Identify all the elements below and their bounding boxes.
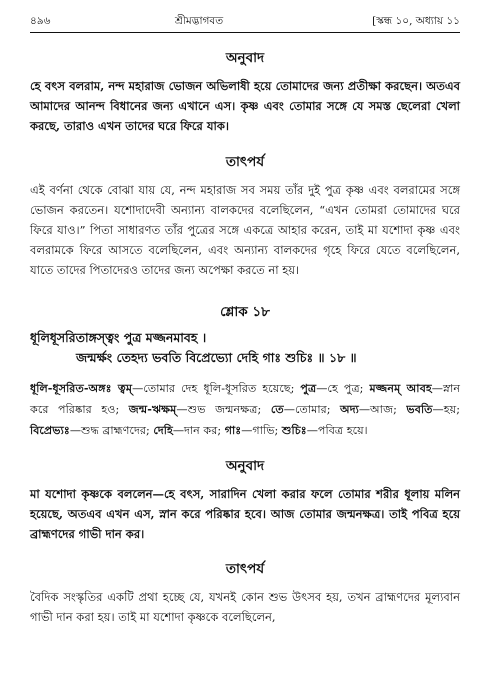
synonym-term: শুচিঃ — [281, 422, 307, 437]
synonym-meaning: —পবিত্র হয়ে। — [306, 423, 368, 437]
translation-heading: অনুবাদ — [225, 50, 265, 66]
synonym-term: ধূলি-ধূসরিত-অঙ্গঃ ত্বম্ — [30, 380, 133, 395]
purport-text: এই বর্ণনা থেকে বোঝা যায় যে, নন্দ মহারাজ সব সময় তাঁর দুই পুত্র কৃষ্ণ এবং বলরামের সঙ্গে ভোজন করতেন। যশোদাদেবী অন্যান্য বালকদের বলেছিলেন, “এখন তোমরা তোমাদের ঘরে ফিরে যাও।” পিতা সাধারণত তাঁর পুত্রের সঙ্গে একত্রে আহার করেন, তাই মা যশোদা কৃষ্ণ এবং বলরামকে ফিরে আসতে বলেছিলেন, এবং অন্যান্য বালকদের গৃহে ফিরে যেতে বলেছিলেন, যাতে তাদের পিতাদেরও তাদের জন্য অপেক্ষা করতে না হয়। — [30, 182, 460, 278]
page — [30, 14, 460, 628]
purport-text-2: বৈদিক সংস্কৃতির একটি প্রথা হচ্ছে যে, যখনই কোন শুভ উৎসব হয়, তখন ব্রাহ্মণদের মূল্যবান গাভী দান করা হয়। তাই মা যশোদা কৃষ্ণকে বলেছিলেন, — [30, 590, 460, 625]
synonym-term: দেহি — [153, 422, 173, 437]
synonym-term: গাঃ — [224, 422, 242, 437]
verse-label: শ্লোক ১৮ — [220, 303, 270, 320]
translation-text: হে বৎস বলরাম, নন্দ মহারাজ ভোজন অভিলাষী হয়ে তোমাদের জন্য প্রতীক্ষা করছেন। অতএব আমাদের আনন্দ বিধানের জন্য এখানে এস। কৃষ্ণ এবং তোমার সঙ্গে যে সমস্ত ছেলেরা খেলা করছে, তারাও এখন তাদের ঘরে ফিরে যাক। — [30, 79, 460, 134]
synonym-meaning: —শুভ জন্মনক্ষত্র; — [176, 402, 271, 416]
synonyms — [30, 378, 460, 441]
purport-heading-2: তাৎপর্য — [225, 561, 265, 578]
synonym-meaning: —স্নান করে পরিষ্কার হও; — [30, 381, 460, 416]
purport-heading: তাৎপর্য — [225, 153, 265, 170]
book-title: শ্রীমদ্ভাগবত — [175, 15, 224, 27]
synonym-meaning: —শুদ্ধ ব্রাহ্মণদের; — [69, 423, 154, 437]
verse-line-2: জন্মর্ক্ষং তেহদ্য ভবতি বিপ্রেভ্যো দেহি গাঃ শুচিঃ ॥ ১৮ ॥ — [76, 349, 357, 365]
page-number: ৪৯৬ — [30, 15, 51, 27]
synonym-meaning: —আজ; — [358, 402, 407, 416]
synonym-meaning: —তোমার দেহ ধূলি-ধূসরিত হয়েছে; — [132, 381, 301, 395]
verse-line-1: ধূলিধূসরিতাঙ্গস্ত্বং পুত্র মজ্জনমাবহ । — [30, 329, 207, 345]
synonym-meaning: —হে পুত্র; — [316, 381, 370, 395]
translation-text-2: মা যশোদা কৃষ্ণকে বললেন—হে বৎস, সারাদিন খেলা করার ফলে তোমার শরীর ধূলায় মলিন হয়েছে, অতএব এখন এস, স্নান করে পরিষ্কার হবে। আজ তোমার জন্মনক্ষত্র। তাই পবিত্র হয়ে ব্রাহ্মণদের গাভী দান কর। — [30, 486, 460, 542]
running-head — [30, 14, 460, 33]
synonym-term: ভবতি — [406, 401, 433, 416]
translation-heading-2: অনুবাদ — [225, 457, 265, 474]
synonym-meaning: —গাভি; — [241, 423, 282, 437]
synonym-term: তে — [270, 401, 284, 416]
synonym-meaning: —তোমার; — [283, 402, 341, 416]
synonym-term: অদ্য — [340, 401, 359, 416]
synonym-meaning: —দান কর; — [172, 423, 225, 437]
section-reference: [স্কন্ধ ১০, অধ্যায় ১১ — [372, 15, 460, 27]
synonym-meaning: —হয়; — [432, 402, 460, 416]
synonym-term: জন্ম-ঋক্ষম্ — [128, 401, 177, 416]
synonym-term: বিপ্রেভ্যঃ — [30, 422, 70, 437]
synonym-term: মজ্জনম্ আবহ — [369, 380, 432, 395]
synonym-term: পুত্র — [300, 380, 317, 395]
